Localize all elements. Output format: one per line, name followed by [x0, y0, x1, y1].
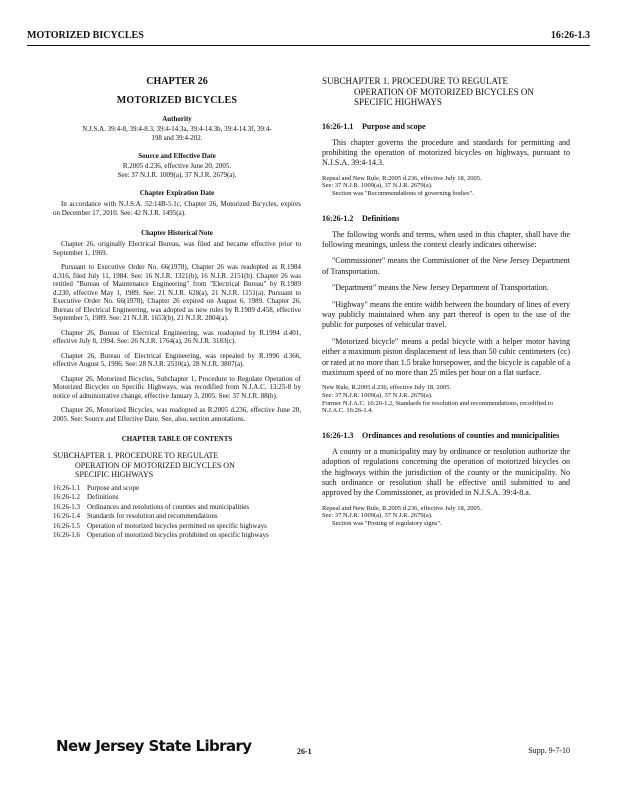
section-title: Purpose and scope	[362, 121, 426, 131]
toc-entry-label: Standards for resolution and recommendations	[87, 512, 218, 520]
supplement-date: Supp. 9-7-10	[528, 746, 570, 755]
toc-entry[interactable]	[53, 522, 301, 531]
section-title: Definitions	[362, 213, 400, 223]
definition-paragraph: "Department" means the New Jersey Department of Transportation.	[332, 283, 549, 293]
history-heading: Chapter Historical Note	[141, 229, 213, 237]
annotation-line: New Rule, R.2005 d.236, effective July 18, 2005.	[322, 384, 451, 392]
subchapter-heading-line: SPECIFIC HIGHWAYS	[354, 97, 442, 107]
annotation-line: Repeal and New Rule, R.2005 d.236, effective July 18, 2005.	[322, 174, 482, 182]
header-title: MOTORIZED BICYCLES	[27, 30, 144, 41]
toc-entry[interactable]	[53, 493, 301, 502]
toc-entry-number: 16:26-1.4	[53, 512, 81, 520]
source-line-2: See: 37 N.J.R. 1009(a), 37 N.J.R. 2679(a).	[117, 171, 237, 179]
subchapter-heading	[322, 76, 570, 108]
section-heading	[322, 122, 570, 132]
section-text: The following words and terms, when used in this chapter, shall have the following meanings, unless the context clearly indicates otherwise:	[322, 229, 570, 249]
toc-entry[interactable]	[53, 484, 301, 493]
toc-entry-number: 16:26-1.1	[53, 483, 81, 492]
left-column	[53, 58, 301, 540]
chapter-title: MOTORIZED BICYCLES	[116, 95, 238, 106]
source-heading: Source and Effective Date	[138, 152, 216, 160]
header-section: 16:26-1.3	[550, 30, 590, 41]
toc-entry-label: Definitions	[87, 493, 119, 501]
toc-entry-number: 16:26-1.6	[53, 531, 81, 539]
header-rule	[27, 45, 590, 46]
page-number: 26-1	[297, 747, 312, 756]
section-annotation	[322, 175, 570, 198]
definition-paragraph: "Highway" means the entire width between the boundary of lines of every way publicly maintained when any part thereof is open to the use of the public for purposes of vehicular travel.	[322, 299, 570, 330]
authority-text: N.J.S.A. 39:4-8, 39:4-8.3, 39:4-14.3a, 39:4-14.3b, 39:4-14.3f, 39:4-198 and 39:4-202.	[82, 125, 272, 142]
section-heading	[322, 431, 570, 441]
section-heading	[322, 214, 570, 224]
chapter-number: CHAPTER 26	[146, 76, 208, 87]
annotation-line: Former N.J.A.C. 16:26-1.2, Standards for resolution and recommendations, recodified to N.J.A.C. 16:26-1.4.	[322, 399, 554, 415]
toc-entry-label: Ordinances and resolutions of counties and municipalities	[87, 502, 250, 511]
toc-subchapter-line: SUBCHAPTER 1. PROCEDURE TO REGULATE	[53, 451, 219, 460]
history-paragraph: Chapter 26, Bureau of Electrical Engineering, was readopted by R.1994 d.401, effective July 8, 1994. See: 26 N.J.R. 1764(a), 26 N.J.R. 3183(c).	[53, 328, 301, 345]
subchapter-heading-line: OPERATION OF MOTORIZED BICYCLES ON	[354, 86, 534, 97]
annotation-line: Section was "Posting of regulatory signs".	[332, 519, 442, 527]
toc-entry[interactable]	[53, 531, 301, 540]
right-column	[322, 58, 570, 528]
authority-heading: Authority	[162, 115, 192, 123]
section-number: 16:26-1.2	[322, 213, 354, 223]
section-title: Ordinances and resolutions of counties and municipalities	[362, 430, 560, 440]
annotation-line: Section was "Recommendations of governing bodies".	[332, 189, 474, 197]
expiration-heading: Chapter Expiration Date	[139, 189, 215, 197]
history-paragraph: Chapter 26, Bureau of Electrical Engineering, was repealed by R.1996 d.366, effective August 5, 1996. See: 28 N.J.R. 2510(a), 28 N.J.R. 3807(a).	[53, 351, 301, 368]
history-paragraph: Chapter 26, Motorized Bicycles, was readopted as R.2005 d.236, effective June 20, 2005. See: Source and Effective Date. See, also, section annotations.	[53, 406, 301, 423]
toc-entry-number: 16:26-1.3	[53, 502, 81, 511]
history-paragraph: Pursuant to Executive Order No. 66(1978), Chapter 26 was readopted as R.1984 d.316, filed July 11, 1984. See: 16 N.J.R. 1321(b), 16 N.J.R. 2151(b). Chapter 26 was retitled "Bureau of Maintenance Engineering" from "Electrical Bureau" by R.1989 d.230, effective May 1, 1989. See: 21 N.J.R. 628(a), 21 N.J.R. 1151(a). Pursuant to Executive Order No. 66(1978), Chapter 26 expired on August 6, 1989. Chapter 26, Bureau of Electrical Engineering, was adopted as new rules by R.1989 d.458, effective September 5, 1989. See: 21 N.J.R. 1653(b), 21 N.J.R. 2804(a).	[53, 263, 301, 322]
toc-subchapter-line: OPERATION OF MOTORIZED BICYCLES ON	[75, 460, 235, 470]
toc-entry[interactable]	[53, 512, 301, 521]
toc-entry-number: 16:26-1.2	[53, 493, 81, 501]
section-text: This chapter governs the procedure and standards for permitting and prohibiting the operation of motorized bicycles on highways, pursuant to N.J.S.A. 39:4-14.3.	[322, 137, 570, 168]
toc-entry[interactable]	[53, 503, 301, 512]
definition-paragraph: "Motorized bicycle" means a pedal bicycle with a helper motor having either a maximum piston displacement of less than 50 cubic centimeters (cc) or rated at no more than 1.5 brake horsepower, and the bicycle is capable of a maximum speed of no more than 25 miles per hour on a flat surface.	[322, 336, 570, 377]
section-annotation	[322, 505, 570, 528]
library-stamp: New Jersey State Library	[56, 737, 252, 755]
section-number: 16:26-1.3	[322, 430, 354, 440]
toc-subchapter-line: SPECIFIC HIGHWAYS	[75, 470, 154, 479]
toc-entry-number: 16:26-1.5	[53, 521, 81, 530]
annotation-line: See: 37 N.J.R. 1009(a), 37 N.J.R. 2679(a).	[322, 512, 433, 520]
subchapter-heading-line: SUBCHAPTER 1. PROCEDURE TO REGULATE	[322, 76, 508, 86]
history-paragraph: Chapter 26, Motorized Bicycles, Subchapter 1, Procedure to Regulate Operation of Motorized Bicycles on Specific Highways, was recodified from N.J.A.C. 13:25-8 by notice of administrative change, effective January 3, 2005. See: 37 N.J.R. 88(b).	[53, 374, 301, 400]
toc-entry-label: Operation of motorized bicycles prohibited on specific highways	[87, 531, 269, 539]
running-header	[27, 30, 590, 44]
annotation-line: See: 37 N.J.R. 1009(a), 37 N.J.R. 2679(a).	[322, 391, 433, 399]
toc-list	[53, 484, 301, 540]
toc-entry-label: Purpose and scope	[87, 483, 140, 492]
expiration-text: In accordance with N.J.S.A. 52:14B-5.1c, Chapter 26, Motorized Bicycles, expires on December 17, 2010. See: 42 N.J.R. 1495(a).	[53, 200, 301, 217]
toc-heading: CHAPTER TABLE OF CONTENTS	[121, 435, 233, 443]
definition-paragraph: "Commissioner" means the Commissioner of the New Jersey Department of Transportation.	[322, 256, 570, 276]
section-annotation	[322, 384, 570, 414]
annotation-line: Repeal and New Rule, R.2005 d.236, effective July 18, 2005.	[322, 504, 482, 512]
annotation-line: See: 37 N.J.R. 1009(a), 37 N.J.R. 2679(a).	[322, 182, 433, 190]
section-text: A county or a municipality may by ordinance or resolution authorize the adoption of regulations concerning the operation of motorized bicycles on the highways within the jurisdiction of the county or the municipality. No such ordinance or resolution shall be effective until submitted to and approved by the Commissioner, as provided in N.J.S.A. 39:4-8.a.	[322, 446, 570, 498]
history-paragraph: Chapter 26, originally Electrical Bureau, was filed and became effective prior to September 1, 1969.	[53, 240, 301, 257]
toc-subchapter	[53, 451, 301, 480]
source-line-1: R.2005 d.236, effective June 20, 2005.	[122, 162, 232, 170]
section-number: 16:26-1.1	[322, 121, 354, 131]
toc-entry-label: Operation of motorized bicycles permitted on specific highways	[87, 521, 267, 530]
